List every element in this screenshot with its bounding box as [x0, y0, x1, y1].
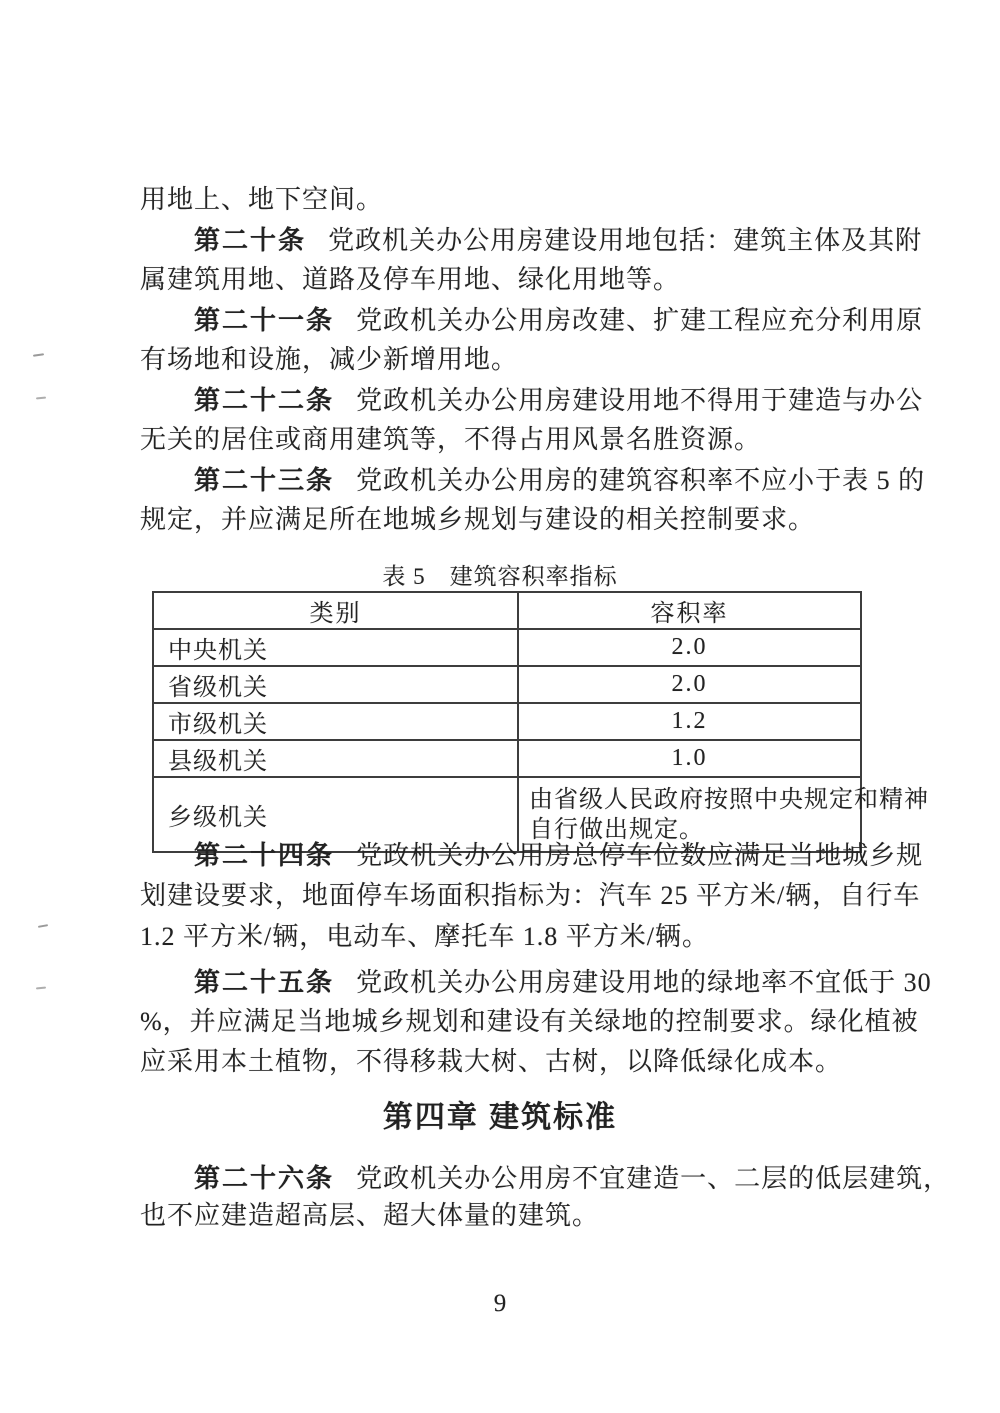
- article-23-line: [140, 463, 939, 498]
- table-header-ratio: 容积率: [518, 592, 861, 629]
- body-line: [140, 920, 885, 954]
- body-line: [140, 343, 885, 377]
- body-line: [140, 183, 885, 217]
- article-24-line: [140, 838, 939, 873]
- ratio-cell: 1.0: [518, 740, 861, 777]
- line-text: %，并应满足当地城乡规划和建设有关绿地的控制要求。绿化植被: [140, 1007, 919, 1036]
- ratio-cell: 1.2: [518, 703, 861, 740]
- line-text: 党政机关办公用房不宜建造一、二层的低层建筑，: [356, 1164, 951, 1193]
- article-20-line: [140, 223, 939, 258]
- body-line: [140, 879, 921, 913]
- line-text: 党政机关办公用房建设用地的绿地率不宜低于 30: [356, 968, 932, 997]
- table-header-row: [153, 592, 861, 629]
- category-cell: 中央机关: [153, 629, 518, 666]
- floor-area-ratio-table: [152, 591, 929, 853]
- ratio-cell-line: 自行做出规定。: [529, 816, 704, 843]
- table-row: [153, 740, 861, 777]
- line-text: 应采用本土植物，不得移栽大树、古树，以降低绿化成本。: [140, 1047, 843, 1076]
- article-25-line: [140, 965, 939, 1000]
- article-number: 第二十六条: [194, 1163, 335, 1193]
- chapter-heading: 第四章 建筑标准: [382, 1101, 618, 1134]
- article-number: 第二十一条: [194, 305, 335, 335]
- line-text: 党政机关办公用房改建、扩建工程应充分利用原: [356, 306, 924, 335]
- article-26-line: [140, 1161, 951, 1196]
- table-caption: 表 5 建筑容积率指标: [382, 564, 618, 589]
- line-text: 党政机关办公用房建设用地包括：建筑主体及其附: [328, 226, 923, 255]
- line-text: 党政机关办公用房的建筑容积率不应小于表 5 的: [356, 466, 926, 495]
- category-cell: 省级机关: [153, 666, 518, 703]
- category-cell: 乡级机关: [153, 777, 518, 852]
- body-line: [140, 1045, 885, 1079]
- scan-mark: [36, 986, 46, 989]
- article-number: 第二十五条: [194, 967, 335, 997]
- table-row: [153, 666, 861, 703]
- article-number: 第二十二条: [194, 385, 335, 415]
- line-text: 用地上、地下空间。: [140, 185, 384, 214]
- article-22-line: [140, 383, 939, 418]
- ratio-cell: 2.0: [518, 666, 861, 703]
- table-header-category: 类别: [153, 592, 518, 629]
- line-text: 规定，并应满足所在地城乡规划与建设的相关控制要求。: [140, 505, 816, 534]
- article-number: 第二十四条: [194, 840, 335, 870]
- category-cell: 县级机关: [153, 740, 518, 777]
- ratio-cell: 2.0: [518, 629, 861, 666]
- body-line: [140, 503, 885, 537]
- scan-mark: [38, 924, 48, 928]
- category-cell: 市级机关: [153, 703, 518, 740]
- article-number: 第二十三条: [194, 465, 335, 495]
- line-text: 党政机关办公用房总停车位数应满足当地城乡规: [356, 841, 924, 870]
- body-line: [140, 1199, 885, 1233]
- scan-mark: [36, 397, 46, 400]
- ratio-cell-line: 由省级人民政府按照中央规定和精神: [529, 786, 929, 813]
- body-line: [140, 423, 885, 457]
- scan-mark: [33, 353, 44, 357]
- line-text: 属建筑用地、道路及停车用地、绿化用地等。: [140, 265, 681, 294]
- page-number: 9: [493, 1290, 507, 1317]
- line-text: 也不应建造超高层、超大体量的建筑。: [140, 1201, 600, 1230]
- article-number: 第二十条: [194, 225, 307, 255]
- line-text: 有场地和设施，减少新增用地。: [140, 345, 519, 374]
- body-line: [140, 1005, 919, 1039]
- line-text: 无关的居住或商用建筑等，不得占用风景名胜资源。: [140, 425, 762, 454]
- body-line: [140, 263, 885, 297]
- article-21-line: [140, 303, 939, 338]
- line-text: 1.2 平方米/辆，电动车、摩托车 1.8 平方米/辆。: [140, 922, 709, 951]
- line-text: 划建设要求，地面停车场面积指标为：汽车 25 平方米/辆，自行车: [140, 881, 921, 910]
- line-text: 党政机关办公用房建设用地不得用于建造与办公: [356, 386, 924, 415]
- table-row: [153, 629, 861, 666]
- table-row: [153, 703, 861, 740]
